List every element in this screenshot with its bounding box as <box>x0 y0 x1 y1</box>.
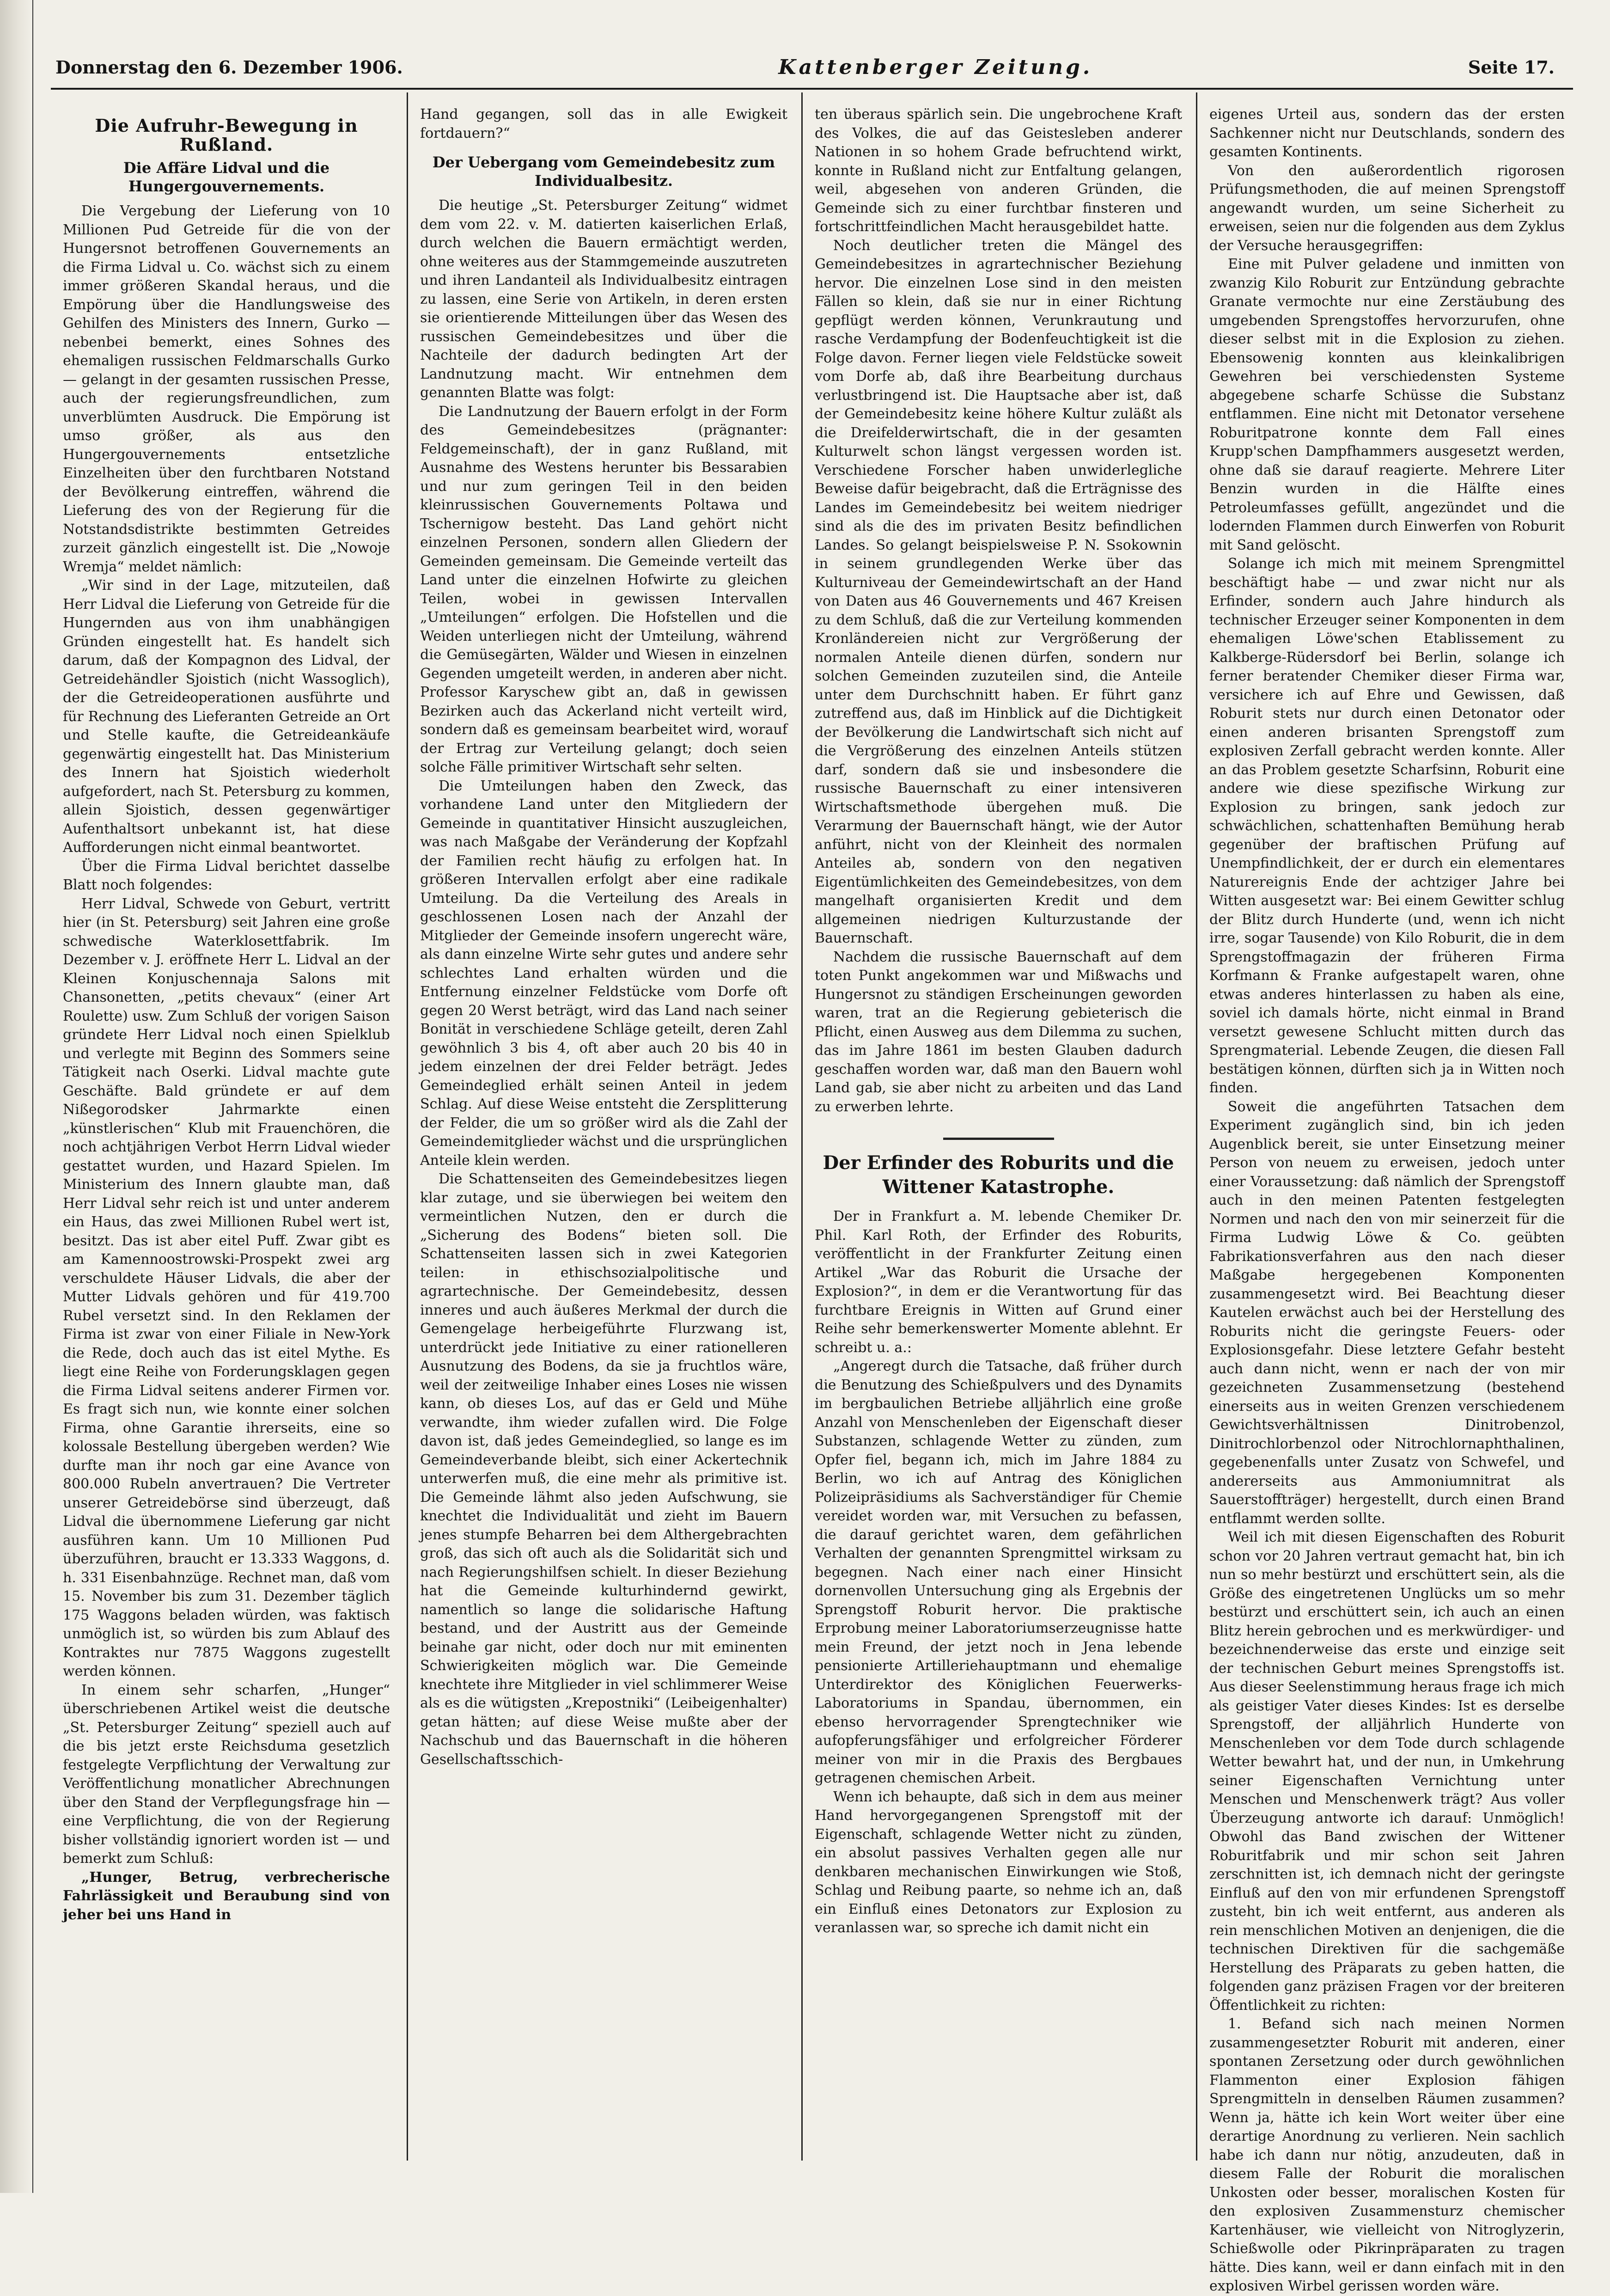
paragraph: Weil ich mit diesen Eigenschaften des Roburit schon vor 20 Jahren vertraut gemacht hat, bin ich nun so mehr bestürzt und erschüttert sein, als die Größe des eingetretenen Unglücks um so mehr bestürzt und erschüttert sein, ich auch an einen Blitz herein gebrochen und es merkwürdiger- und bezeichnenderweise das erste und einzige seit der technischen Geburt meines Sprengstoffs ist. Aus dieser Seelenstimmung heraus frage ich mich als geistiger Vater dieses Kindes: Ist es derselbe Sprengstoff, der alljährlich Hunderte von Menschenleben vor dem Tode durch schlagende Wetter bewahrt hat, und der nun, in Umkehrung seiner Eigenschaften Vernichtung unter Menschen und Menschenwerk trägt? Aus voller Überzeugung antworte ich darauf: Unmöglich! Obwohl das Band zwischen der Wittener Roburitfabrik und mir schon seit Jahren zerschnitten ist, ich demnach nicht der geringste Einfluß auf den von mir erfundenen Sprengstoff zusteht, bin ich weit entfernt, aus anderen als rein menschlichen Motiven an denjenigen, die die technischen Direktiven für die sachgemäße Herstellung des Präparats zu geben hatten, die folgenden ganz präzisen Fragen vor der breiteren Öffentlichkeit zu richten: <box>1209 1529 1565 2014</box>
column-2 <box>407 92 799 2161</box>
paragraph: Herr Lidval, Schwede von Geburt, vertritt hier (in St. Petersburg) seit Jahren eine große schwedische Waterklosettfabrik. Im Dezember v. J. eröffnete Herr L. Lidval an der Kleinen Konjuschennaja Salons mit Chansonetten, „petits chevaux“ (einer Art Roulette) usw. Zum Schluß der vorigen Saison gründete Herr Lidval noch einen Spielklub und verlegte mit Beginn des Sommers seine Tätigkeit nach Oserki. Lidval machte gute Geschäfte. Bald gründete er auf dem Nißegorodsker Jahrmarkte einen „künstlerischen“ Klub mit Frauenchören, die noch achtjährigen Verbot Herrn Lidval wieder gestattet wurden, und Hazard Spielen. Im Ministerium des Innern glaubte man, daß Herr Lidval sehr reich ist und unter anderem ein Haus, das zwei Millionen Rubel wert ist, besitzt. Das ist aber eitel Puff. Zwar gibt es am Kamennoostrowski-Prospekt zwei arg verschuldete Häuser Lidvals, die aber der Mutter Lidvals gehören und für 419.700 Rubel versetzt sind. In den Reklamen der Firma ist zwar von einer Filiale in New-York die Rede, doch auch das ist eitel Mythe. Es liegt eine Reihe von Forderungsklagen gegen die Firma Lidval seitens anderer Firmen vor. Es fragt sich nun, wie konnte einer solchen Firma, ohne Garantie ihrerseits, eine so kolossale Bestellung übergeben werden? Wie durfte man ihr noch gar eine Avance von 800.000 Rubeln anvertrauen? Die Vertreter unserer Getreidebörse sind überzeugt, daß Lidval die übernommene Lieferung gar nicht ausführen kann. Um 10 Millionen Pud überzuführen, braucht er 13.333 Waggons, d. h. 331 Eisenbahnzüge. Rechnet man, daß vom 15. November bis zum 31. Dezember täglich 175 Waggons beladen würden, was faktisch unmöglich ist, so würden bis zum Ablauf des Kontraktes nur 7875 Waggons zugestellt werden können. <box>63 895 390 1679</box>
paragraph: Eine mit Pulver geladene und inmitten von zwanzig Kilo Roburit zur Entzündung gebrachte Granate vermochte nur eine Zerstäubung des umgebenden Sprengstoffes hervorzurufen, ohne dieser selbst mit in die Explosion zu ziehen. Ebensowenig konnten aus kleinkalibrigen Gewehren bei verschiedensten Systeme abgegebene scharfe Schüsse die Substanz entflammen. Eine nicht mit Detonator versehene Roburitpatrone konnte dem Fall eines Krupp'schen Dampfhammers ausgesetzt werden, ohne daß sie darauf reagierte. Mehrere Liter Benzin wurden in die Hälfte eines Petroleumfasses gefüllt, angezündet und die lodernden Flammen durch Einwerfen von Roburit mit Sand gelöscht. <box>1209 256 1565 553</box>
paragraph: „Hunger, Betrug, verbrecherische Fahrlässigkeit und Beraubung sind von jeher bei uns Hand in <box>63 1869 390 1923</box>
paragraph: Hand gegangen, soll das in alle Ewigkeit fortdauern?“ <box>420 106 787 141</box>
column-1 <box>51 92 402 2161</box>
article-subheading: Die Affäre Lidval und die Hungergouvernements. <box>123 159 330 195</box>
paragraph: In einem sehr scharfen, „Hunger“ überschriebenen Artikel weist die deutsche „St. Petersburger Zeitung“ speziell auch auf die bis jetzt erste Reichsduma gesetzlich festgelegte Verpflichtung der Verwaltung zur Veröffentlichung monatlicher Abrechnungen über den Stand der Verpflegungsfrage hin — eine Verpflichtung, die von der Regierung bisher vollständig ignoriert worden ist — und bemerkt zum Schluß: <box>63 1682 390 1867</box>
paragraph: Über die Firma Lidval berichtet dasselbe Blatt noch folgendes: <box>63 858 390 893</box>
header-date: Donnerstag den 6. Dezember 1906. <box>55 56 403 78</box>
paragraph: Die heutige „St. Petersburger Zeitung“ widmet dem vom 22. v. M. datierten kaiserlichen Erlaß, durch welchen die Bauern ermächtigt werden, ohne weiteres aus der Stammgemeinde auszutreten und ihren Landanteil als Individualbesitz eintragen zu lassen, eine Serie von Artikeln, in deren ersten sie orientierende Mitteilungen über das Wesen des russischen Gemeindebesitzes und über die Nachteile der dadurch bedingten Art der Landnutzung macht. Wir entnehmen dem genannten Blatte was folgt: <box>420 197 787 401</box>
column-3 <box>801 92 1194 2161</box>
article-heading: Die Aufruhr-Bewegung in Rußland. <box>95 115 358 155</box>
paragraph: Wenn ich behaupte, daß sich in dem aus meiner Hand hervorgegangenen Sprengstoff mit der Eigenschaft, schlagende Wetter nicht zu zünden, ein absolut passives Verhalten gegen alle nur denkbaren mechanischen Einwirkungen wie Stoß, Schlag und Reibung paarte, so nehme ich an, daß ein Einfluß eines Detonators zur Explosion zu veranlassen war, so spreche ich damit nicht ein <box>815 1788 1182 1936</box>
paragraph: „Wir sind in der Lage, mitzuteilen, daß Herr Lidval die Lieferung von Getreide für die Hungernden aus von ihm unabhängigen Gründen eingestellt hat. Es handelt sich darum, daß der Kompagnon des Lidval, der Getreidehändler Sjoistich (nicht Wassoglich), der die Getreideoperationen ausführte und für Rechnung des Lieferanten Getreide an Ort und Stelle kaufte, die Getreideankäufe gegenwärtig eingestellt hat. Das Ministerium des Innern hat Sjoistich wiederholt aufgefordert, nach St. Petersburg zu kommen, allein Sjoistich, dessen gegenwärtiger Aufenthaltsort unbekannt ist, hat diese Aufforderungen nicht einmal beantwortet. <box>63 577 390 856</box>
header-rule <box>51 88 1573 90</box>
section-divider <box>943 1138 1054 1140</box>
paragraph: „Angeregt durch die Tatsache, daß früher durch die Benutzung des Schießpulvers und des Dynamits im bergbaulichen Betriebe alljährlich eine große Anzahl von Menschenleben der Eigenschaft dieser Substanzen, schlagende Wetter zu zünden, zum Opfer fiel, begann ich, mich im Jahre 1884 zu Berlin, wo ich auf Antrag des Königlichen Polizeipräsidiums als Sachverständiger für Chemie vereidet worden war, mit Versuchen zu befassen, die darauf gerichtet waren, dem gefährlichen Verhalten der genannten Sprengmittel wirksam zu begegnen. Nach einer nach einer Hinsicht dornenvollen Untersuchung ging als Ergebnis der Sprengstoff Roburit hervor. Die praktische Erprobung meiner Laboratoriumserzeugnisse hatte mein Freund, der jetzt noch in Jena lebende pensionierte Artilleriehauptmann und ehemalige Unterdirektor des Königlichen Feuerwerks-Laboratoriums in Spandau, übernommen, ein ebenso hervorragender Sprengtechniker wie aufopferungsfähiger und erfolgreicher Förderer meiner von mir in die Praxis des Bergbaues getragenen chemischen Arbeit. <box>815 1358 1182 1786</box>
paragraph: Nachdem die russische Bauernschaft auf dem toten Punkt angekommen war und Mißwachs und Hungersnot zu ständigen Erscheinungen geworden waren, trat an die Regierung gebieterisch die Pflicht, einen Ausweg aus dem Dilemma zu suchen, das im Jahre 1861 im besten Glauben dadurch geschaffen worden war, daß man den Bauern wohl Land gab, sie aber nicht zu arbeiten und das Land zu erwerben lehrte. <box>815 949 1182 1115</box>
header-title: Kattenberger Zeitung. <box>778 55 1093 79</box>
paragraph: Solange ich mich mit meinem Sprengmittel beschäftigt habe — und zwar nicht nur als Erfinder, sondern auch Jahre hindurch als technischer Erzeuger seiner Komponenten in dem ehemaligen Löwe'schen Etablissement zu Kalkberge-Rüdersdorf bei Berlin, solange ich ferner beratender Chemiker dieser Firma war, versichere ich auf Ehre und Gewissen, daß Roburit stets nur durch einen Detonator oder einen anderen brisanten Sprengstoff zum explosiven Zerfall gebracht werden konnte. Aller an das Problem gesetzte Scharfsinn, Roburit eine andere wie diese spezifische Wirkung zur Explosion zu bringen, sank jedoch zur schwächlichen, schattenhaften Bemühung herab gegenüber der braftischen Prüfung auf Unempfindlichkeit, der er durch ein elementares Naturereignis Ende der achtziger Jahre bei Witten ausgesetzt war: Bei einem Gewitter schlug der Blitz durch Hunderte (und, wenn ich nicht irre, sogar Tausende) von Kilo Roburit, die in dem Sprengstoffmagazin der früheren Firma Korfmann & Franke aufgestapelt waren, ohne etwas anderes hinterlassen zu haben als eine, soviel ich damals hörte, nicht einmal in Brand versetzt gewesene Schlucht mitten durch das Sprengmaterial. Lebende Zeugen, die diesen Fall bestätigen können, dürften sich ja in Witten noch finden. <box>1209 556 1565 1096</box>
article-heading: Der Uebergang vom Gemeindebesitz zum Individualbesitz. <box>432 153 775 190</box>
paragraph: Soweit die angeführten Tatsachen dem Experiment zugänglich sind, bin ich jeden Augenblick bereit, sie unter Einsetzung meiner Person von neuem zu erweisen, jedoch unter einer Voraussetzung: daß nämlich der Sprengstoff auch in den meinen Patenten festgelegten Normen und nach den von mir seinerzeit für die Firma Ludwig Löwe & Co. geübten Fabrikationsverfahren aus den nach dieser Maßgabe hergegebenen Komponenten zusammengesetzt wird. Bei Beachtung dieser Kautelen erwächst auch bei der Herstellung des Roburits nicht die geringste Feuers- oder Explosionsgefahr. Diese letztere Gefahr besteht auch dann nicht, wenn er nach der von mir gezeichneten Zusammensetzung (bestehend einerseits aus in weiten Grenzen verschiedenem Gewichtsverhältnissen Dinitrobenzol, Dinitrochlorbenzol oder Nitrochlornaphthalinen, gegebenenfalls unter Zusatz von Schwefel, und andererseits aus Ammoniumnitrat als Sauerstoffträger) hergestellt, durch einen Brand entflammt werden sollte. <box>1209 1098 1565 1527</box>
article-heading: Der Erfinder des Roburits und die Wittener Katastrophe. <box>823 1152 1174 1198</box>
paragraph: 1. Befand sich nach meinen Normen zusammengesetzter Roburit mit anderen, einer spontanen Zersetzung oder durch gewöhnlichen Flammenton einer Explosion fähigen Sprengmitteln in denselben Räumen zusammen? Wenn ja, hätte ich kein Wort weiter über eine derartige Anordnung zu verlieren. Nein sachlich habe ich dann nur nötig, anzudeuten, daß in diesem Falle der Roburit die moralischen Unkosten oder besser, moralischen Kosten für den explosiven Zusammensturz chemischer Kartenhäuser, wie vielleicht von Nitroglyzerin, Schießwolle oder Pikrinpräparaten zu tragen hätte. Dies kann, weil er dann einfach mit in den explosiven Wirbel gerissen worden wäre. <box>1209 2016 1565 2294</box>
column-4 <box>1196 92 1577 2294</box>
paragraph: Die Schattenseiten des Gemeindebesitzes liegen klar zutage, und sie überwiegen bei weitem den vermeintlichen Nutzen, den er durch die „Sicherung des Bodens“ bieten soll. Die Schattenseiten lassen sich in zwei Kategorien teilen: in ethischsozialpolitische und agrartechnische. Der Gemeindebesitz, dessen inneres und auch äußeres Merkmal der durch die Gemengelage herbeigeführte Flurzwang ist, unterdrückt jede Initiative zu einer rationelleren Ausnutzung des Bodens, da sie ja fruchtlos wäre, weil der zeitweilige Inhaber eines Loses nie wissen kann, ob dieses Los, auf das er Geld und Mühe verwandte, ihm wieder zufallen wird. Die Folge davon ist, daß jedes Gemeindeglied, so lange es im Gemeindeverbande bleibt, sich einer Ackertechnik unterwerfen muß, die eine mehr als primitive ist. Die Gemeinde lähmt also jeden Aufschwung, sie knechtet die Individualität und zieht im Bauern jenes stumpfe Beharren bei dem Althergebrachten groß, das sich oft auch als die Solidarität sich und nach Regierungshilfsen schielt. In dieser Beziehung hat die Gemeinde kulturhindernd gewirkt, namentlich so lange die solidarische Haftung bestand, und der Austritt aus der Gemeinde beinahe gar nicht, oder doch nur mit eminenten Schwierigkeiten möglich war. Die Gemeinde knechtete ihre Mitglieder in viel schlimmerer Weise als es die wütigsten „Krepostniki“ (Leibeigenhalter) getan hätten; auf diese Weise mußte aber der Nachschub und das Bauernschaft in die höheren Gesellschaftsschich- <box>420 1171 787 1768</box>
paragraph: Der in Frankfurt a. M. lebende Chemiker Dr. Phil. Karl Roth, der Erfinder des Roburits, veröffentlicht in der Frankfurter Zeitung einen Artikel „War das Roburit die Ursache der Explosion?“, in dem er die Verantwortung für das furchtbare Ereignis in Witten auf Grund einer Reihe sehr bemerkenswerter Momente ablehnt. Er schreibt u. a.: <box>815 1208 1182 1356</box>
page-header <box>55 51 1555 83</box>
scan-edge <box>0 0 33 2193</box>
paragraph: ten überaus spärlich sein. Die ungebrochene Kraft des Volkes, die auf das Geistesleben anderer Nationen in so hohem Grade befruchtend wirkt, konnte in Rußland nicht zur Entfaltung gelangen, weil, abgesehen von anderen Gründen, die Gemeinde sich zu einer furchtbar finsteren und fortschrittfeindlichen Macht herausgebildet hatte. <box>815 106 1182 235</box>
paragraph: Die Vergebung der Lieferung von 10 Millionen Pud Getreide für die von der Hungersnot betroffenen Gouvernements an die Firma Lidval u. Co. wächst sich zu einem immer größeren Skandal heraus, und die Empörung über die Handlungsweise des Gehilfen des Ministers des Innern, Gurko — nebenbei bemerkt, eines Sohnes des ehemaligen russischen Feldmarschalls Gurko — gelangt in der gesamten russischen Presse, auch der regierungsfreundlichen, zum unverblümten Ausdruck. Die Empörung ist umso größer, als aus den Hungergouvernements entsetzliche Einzelheiten über den furchtbaren Notstand der Bevölkerung eintreffen, während die Lieferung des von der Regierung für die Notstandsdistrikte bestimmten Getreides zurzeit gänzlich eingestellt ist. Die „Nowoje Wremja“ meldet nämlich: <box>63 203 390 575</box>
paragraph: Die Landnutzung der Bauern erfolgt in der Form des Gemeindebesitzes (prägnanter: Feldgemeinschaft), der in ganz Rußland, mit Ausnahme des Westens herunter bis Bessarabien und nur zum geringen Teil in den beiden kleinrussischen Gouvernements Poltawa und Tschernigow besteht. Das Land gehört nicht einzelnen Personen, sondern allen Gliedern der Gemeinden gemeinsam. Die Gemeinde verteilt das Land unter die einzelnen Hofwirte zu gleichen Teilen, wobei in gewissen Intervallen „Umteilungen“ erfolgen. Die Hofstellen und die Weiden unterliegen nicht der Umteilung, während die Gemüsegärten, Wälder und Wiesen in einzelnen Gegenden umgeteilt werden, in anderen aber nicht. Professor Karyschew gibt an, daß in gewissen Bezirken auch das Ackerland nicht verteilt wird, sondern daß es gemeinsam bearbeitet wird, worauf der Ertrag zur Verteilung gelangt; doch seien solche Fälle primitiver Wirtschaft sehr selten. <box>420 403 787 775</box>
paragraph: Noch deutlicher treten die Mängel des Gemeindebesitzes in agrartechnischer Beziehung hervor. Die einzelnen Lose sind in den meisten Fällen so klein, daß sie nur in einer Richtung gepflügt werden können, Verunkrautung und rasche Verdampfung der Bodenfeuchtigkeit ist die Folge davon. Ferner liegen viele Feldstücke soweit vom Dorfe ab, daß ihre Bearbeitung durchaus verlustbringend ist. Die Hauptsache aber ist, daß der Gemeindebesitz keine höhere Kultur zuläßt als die Dreifelderwirtschaft, die in der gesamten Kulturwelt schon längst vergessen worden ist. Verschiedene Forscher haben unwiderlegliche Beweise dafür beigebracht, daß die Erträgnisse des Landes im Gemeindebesitz bei weitem niedriger sind als die des im privaten Besitz befindlichen Landes. So gelangt beispielsweise P. N. Ssokownin in seinem grundlegenden Werke über das Kulturniveau der Gemeindewirtschaft an der Hand von Daten aus 46 Gouvernements und 467 Kreisen zu dem Schluß, daß die zur Verteilung kommenden Kronländereien nicht zur Vergrößerung der normalen Anteile dienen dürfen, sondern nur solchen Gemeinden zuzuteilen sind, die Anteile unter dem Durchschnitt haben. Er führt ganz zutreffend aus, daß im Hinblick auf die Dichtigkeit der Bevölkerung die Landwirtschaft sich nicht auf die Vergrößerung des einzelnen Anteils stützen darf, sondern daß sie und insbesondere die russische Bauernschaft zu einer intensiveren Wirtschaftsmethode übergehen muß. Die Verarmung der Bauernschaft hängt, wie der Autor anführt, nicht von der Kleinheit des normalen Anteiles ab, sondern von den negativen Eigentümlichkeiten des Gemeindebesitzes, von dem mangelhaft organisierten Kredit und dem allgemeinen niedrigen Kulturzustande der Bauernschaft. <box>815 237 1182 946</box>
paragraph: eigenes Urteil aus, sondern das der ersten Sachkenner nicht nur Deutschlands, sondern des gesamten Kontinents. <box>1209 106 1565 160</box>
paragraph: Die Umteilungen haben den Zweck, das vorhandene Land unter den Mitgliedern der Gemeinde in quantitativer Hinsicht auszugleichen, was nach Maßgabe der Veränderung der Kopfzahl der Familien recht häufig zu erfolgen hat. In größeren Intervallen erfolgt aber eine radikale Umteilung. Da die Verteilung des Areals in geschlossenen Losen nach der Anzahl der Mitglieder der Gemeinde insofern ungerecht wäre, als dann einzelne Wirte sehr gutes und andere sehr schlechtes Land erhalten würden und die Entfernung einzelner Feldstücke vom Dorfe oft gegen 20 Werst beträgt, wird das Land nach seiner Bonität in verschiedene Schläge geteilt, deren Zahl gewöhnlich 3 bis 4, oft aber auch 20 bis 40 in jedem einzelnen der drei Felder beträgt. Jedes Gemeindeglied erhält seinen Anteil in jedem Schlag. Auf diese Weise entsteht die Zersplitterung der Felder, die um so größer wird als die Zahl der Gemeindemitglieder wächst und die ursprünglichen Anteile klein werden. <box>420 778 787 1169</box>
header-page-number: Seite 17. <box>1468 56 1555 78</box>
paragraph: Von den außerordentlich rigorosen Prüfungsmethoden, die auf meinen Sprengstoff angewandt wurden, um seine Sicherheit zu erweisen, seien nur die folgenden aus dem Zyklus der Versuche herausgegriffen: <box>1209 162 1565 254</box>
